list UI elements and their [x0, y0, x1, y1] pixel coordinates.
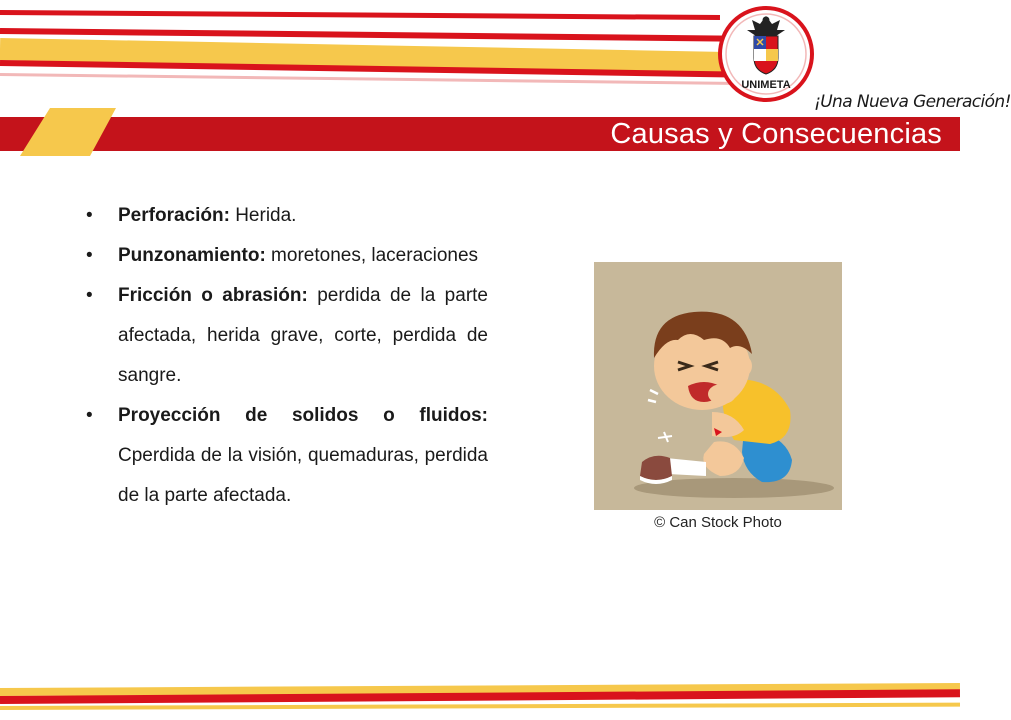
top-stripe-red-thin: [0, 10, 720, 20]
injured-boy-illustration: [594, 262, 842, 532]
slogan: ¡Una Nueva Generación!: [814, 92, 1011, 112]
bottom-stripe-yellow-lower: [0, 703, 960, 710]
logo-text: UNIMETA: [741, 79, 791, 91]
university-logo: [719, 4, 813, 108]
bullet-list: [86, 196, 488, 516]
list-item: [86, 276, 488, 396]
list-item-label: Perforación:: [118, 205, 230, 226]
list-item-label: Proyección de solidos o fluidos:: [118, 405, 488, 426]
bullet-list-container: [86, 196, 488, 516]
list-item-label: Punzonamiento:: [118, 245, 266, 266]
yellow-flag-decoration: [20, 108, 116, 156]
list-item-text: moretones, laceraciones: [265, 245, 479, 266]
page-title: Causas y Consecuencias: [610, 118, 942, 150]
image-caption: © Can Stock Photo: [654, 514, 782, 531]
list-item: [86, 196, 488, 236]
list-item-text: Herida.: [229, 205, 297, 226]
list-item-label: Fricción o abrasión:: [118, 285, 308, 306]
list-item-text: perdida de la parte afectada, herida grave, corte, perdida de sangre.: [118, 285, 488, 386]
list-item: [86, 236, 488, 276]
list-item-text: Cperdida de la visión, quemaduras, perdida de la parte afectada.: [118, 445, 488, 506]
list-item: [86, 396, 488, 516]
